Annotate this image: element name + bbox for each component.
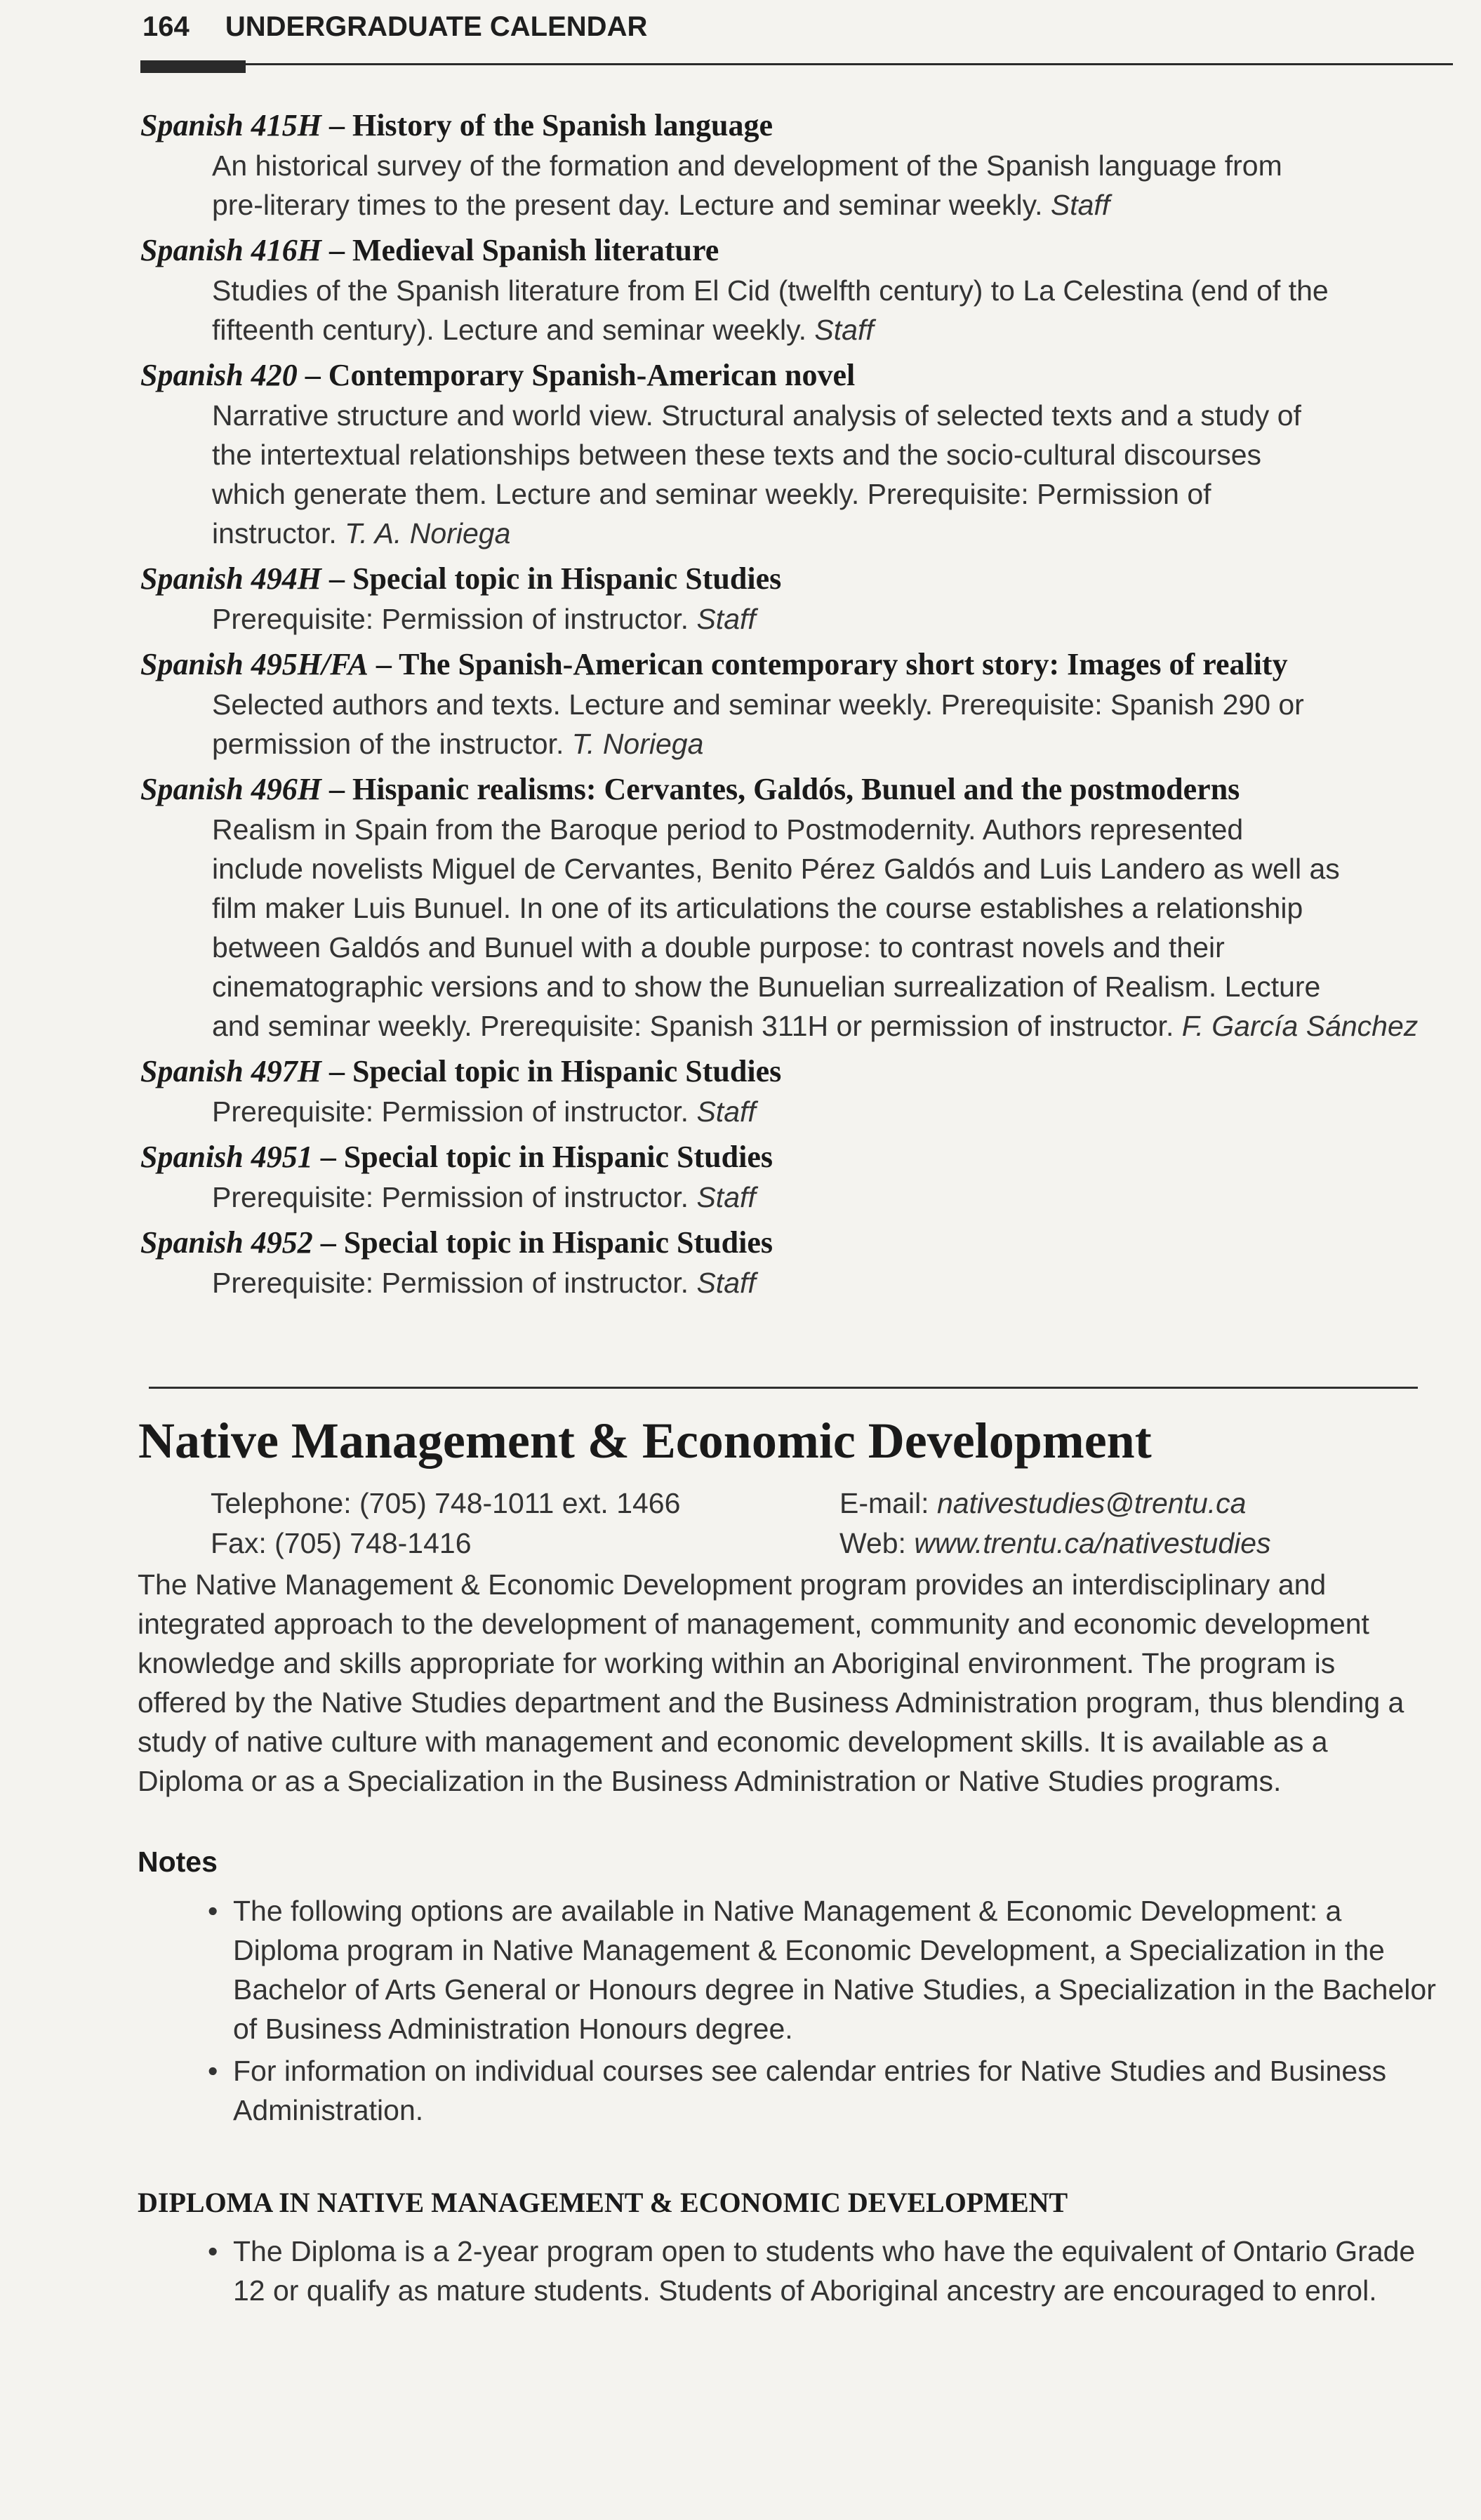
email-link[interactable]: nativestudies@trentu.ca — [936, 1487, 1247, 1519]
course-heading — [140, 230, 1446, 271]
course-title: Special topic in Hispanic Studies — [352, 561, 782, 596]
description-line: Realism in Spain from the Baroque period to Postmodernity. Authors represented — [212, 813, 1244, 846]
course-heading — [140, 1137, 1446, 1178]
course-heading — [140, 105, 1446, 146]
notes-heading: Notes — [138, 1846, 218, 1878]
description-text: Prerequisite: Permission of instructor. — [212, 1095, 689, 1128]
bullet-text: The following options are available in Native Management & Economic Development: a Diploma program in Native Management & Economic Development, a Specialization in the Bachelor of Arts General or Honours degree in Native Studies, a Specialization in the Bachelor of Business Administration Honours degree. — [233, 1895, 1436, 2045]
course-heading — [140, 355, 1446, 396]
telephone: Telephone: (705) 748-1011 ext. 1466 — [211, 1487, 681, 1519]
course-entry — [140, 769, 1446, 1046]
course-title: History of the Spanish language — [352, 108, 773, 142]
course-heading — [140, 1051, 1446, 1092]
web-line — [839, 1524, 1271, 1564]
course-entry — [140, 559, 1446, 639]
description-line: include novelists Miguel de Cervantes, Benito Pérez Galdós and Luis Landero as well as — [212, 853, 1340, 885]
course-description — [212, 599, 1446, 639]
course-dash: – — [321, 1054, 352, 1088]
section-divider — [149, 1387, 1418, 1389]
course-entry — [140, 230, 1446, 349]
description-line: cinematographic versions and to show the Bunuelian surrealization of Realism. Lecture — [212, 971, 1321, 1003]
course-title: The Spanish-American contemporary short story: Images of reality — [399, 647, 1288, 681]
course-dash: – — [312, 1225, 344, 1260]
course-dash: – — [297, 358, 328, 392]
description-line: the intertextual relationships between these texts and the socio-cultural discourses — [212, 439, 1262, 471]
course-code: Spanish 494H — [140, 561, 321, 596]
email-label: E-mail: — [839, 1487, 929, 1519]
instructor-name: Staff — [696, 1181, 756, 1213]
contact-email-web — [839, 1484, 1271, 1564]
course-description — [212, 146, 1446, 225]
fax: Fax: (705) 748-1416 — [211, 1527, 472, 1559]
instructor-name: Staff — [696, 1095, 756, 1128]
course-description — [212, 396, 1446, 553]
section-title: Native Management & Economic Development — [138, 1413, 1152, 1469]
description-line — [212, 310, 1446, 349]
course-code: Spanish 495H/FA — [140, 647, 368, 681]
course-code: Spanish 497H — [140, 1054, 321, 1088]
course-code: Spanish 4951 — [140, 1140, 313, 1174]
course-dash: – — [321, 233, 352, 267]
course-code: Spanish 496H — [140, 772, 321, 806]
instructor-name: F. García Sánchez — [1181, 1010, 1419, 1042]
description-line — [212, 185, 1446, 225]
course-description — [212, 1178, 1446, 1217]
email-line — [839, 1484, 1271, 1524]
description-text: permission of the instructor. — [212, 728, 564, 760]
course-title: Contemporary Spanish-American novel — [328, 358, 856, 392]
bullet-icon: • — [208, 1895, 218, 1927]
course-code: Spanish 416H — [140, 233, 321, 267]
course-title: Medieval Spanish literature — [352, 233, 719, 267]
bullet-icon: • — [208, 2235, 218, 2267]
instructor-name: Staff — [696, 1267, 756, 1299]
course-entry — [140, 105, 1446, 225]
program-intro: The Native Management & Economic Development program provides an interdisciplinary and integrated approach to the development of management, community and economic development knowledge and skills appropriate for working within an Aboriginal environment. The program is offered by the Native Studies department and the Business Administration program, thus blending a study of native culture with management and economic development skills. It is available as a Diploma or as a Specialization in the Business Administration or Native Studies programs. — [138, 1568, 1404, 1797]
course-dash: – — [321, 561, 352, 596]
description-text: and seminar weekly. Prerequisite: Spanish 311H or permission of instructor. — [212, 1010, 1174, 1042]
description-text: Prerequisite: Permission of instructor. — [212, 1267, 689, 1299]
description-line — [212, 1006, 1446, 1046]
description-line — [212, 1263, 1446, 1302]
course-title: Special topic in Hispanic Studies — [352, 1054, 782, 1088]
page-header — [142, 11, 647, 43]
description-text: pre-literary times to the present day. Lecture and seminar weekly. — [212, 189, 1043, 221]
running-title: UNDERGRADUATE CALENDAR — [225, 11, 648, 42]
description-text: Prerequisite: Permission of instructor. — [212, 603, 689, 635]
diploma-heading: DIPLOMA IN NATIVE MANAGEMENT & ECONOMIC DEVELOPMENT — [138, 2187, 1068, 2218]
course-heading — [140, 769, 1446, 810]
course-title: Special topic in Hispanic Studies — [343, 1225, 773, 1260]
course-code: Spanish 415H — [140, 108, 321, 142]
description-line: An historical survey of the formation and development of the Spanish language from — [212, 149, 1282, 182]
course-description — [212, 1263, 1446, 1302]
description-line: Studies of the Spanish literature from El Cid (twelfth century) to La Celestina (end of the — [212, 274, 1329, 307]
description-text: fifteenth century). Lecture and seminar weekly. — [212, 314, 806, 346]
course-description — [212, 810, 1446, 1046]
instructor-name: Staff — [1050, 189, 1110, 221]
description-line: which generate them. Lecture and seminar weekly. Prerequisite: Permission of — [212, 478, 1211, 510]
course-heading — [140, 1222, 1446, 1263]
course-dash: – — [321, 772, 352, 806]
course-title: Hispanic realisms: Cervantes, Galdós, Bunuel and the postmoderns — [352, 772, 1240, 806]
diploma-list — [208, 2232, 1443, 2313]
instructor-name: T. A. Noriega — [345, 517, 511, 549]
header-rule — [140, 63, 1453, 65]
course-entry — [140, 1222, 1446, 1302]
instructor-name: T. Noriega — [571, 728, 704, 760]
bullet-item — [208, 2051, 1443, 2130]
page-number: 164 — [142, 11, 190, 42]
instructor-name: Staff — [814, 314, 874, 346]
description-text: instructor. — [212, 517, 337, 549]
bullet-text: For information on individual courses see calendar entries for Native Studies and Business Administration. — [233, 2055, 1387, 2126]
web-link[interactable]: www.trentu.ca/nativestudies — [914, 1527, 1271, 1559]
description-line — [212, 1092, 1446, 1131]
bullet-text: The Diploma is a 2-year program open to students who have the equivalent of Ontario Grade 12 or qualify as mature students. Students of Aboriginal ancestry are encouraged to enrol. — [233, 2235, 1416, 2307]
course-dash: – — [321, 108, 352, 142]
course-entry — [140, 1137, 1446, 1217]
bullet-icon: • — [208, 2055, 218, 2087]
course-description — [212, 271, 1446, 349]
web-label: Web: — [839, 1527, 906, 1559]
description-line — [212, 724, 1446, 764]
course-code: Spanish 4952 — [140, 1225, 313, 1260]
course-heading — [140, 644, 1446, 685]
bullet-item — [208, 1891, 1443, 2048]
course-title: Special topic in Hispanic Studies — [343, 1140, 773, 1174]
description-line — [212, 514, 1446, 553]
description-line: Selected authors and texts. Lecture and seminar weekly. Prerequisite: Spanish 290 or — [212, 688, 1304, 721]
course-code: Spanish 420 — [140, 358, 298, 392]
course-entry — [140, 1051, 1446, 1131]
description-line: Narrative structure and world view. Structural analysis of selected texts and a study of — [212, 399, 1301, 432]
bullet-item — [208, 2232, 1443, 2310]
notes-list — [208, 1891, 1443, 2133]
course-heading — [140, 559, 1446, 599]
instructor-name: Staff — [696, 603, 756, 635]
description-text: Prerequisite: Permission of instructor. — [212, 1181, 689, 1213]
description-line — [212, 599, 1446, 639]
course-dash: – — [312, 1140, 344, 1174]
description-line — [212, 1178, 1446, 1217]
course-entry — [140, 644, 1446, 764]
description-line: between Galdós and Bunuel with a double purpose: to contrast novels and their — [212, 931, 1225, 964]
course-description — [212, 1092, 1446, 1131]
course-description — [212, 685, 1446, 764]
header-tab-mark — [140, 60, 246, 73]
course-entry — [140, 355, 1446, 553]
course-list — [140, 105, 1446, 1308]
description-line: film maker Luis Bunuel. In one of its articulations the course establishes a relationship — [212, 892, 1303, 924]
course-dash: – — [368, 647, 399, 681]
contact-phone-fax — [211, 1484, 680, 1564]
